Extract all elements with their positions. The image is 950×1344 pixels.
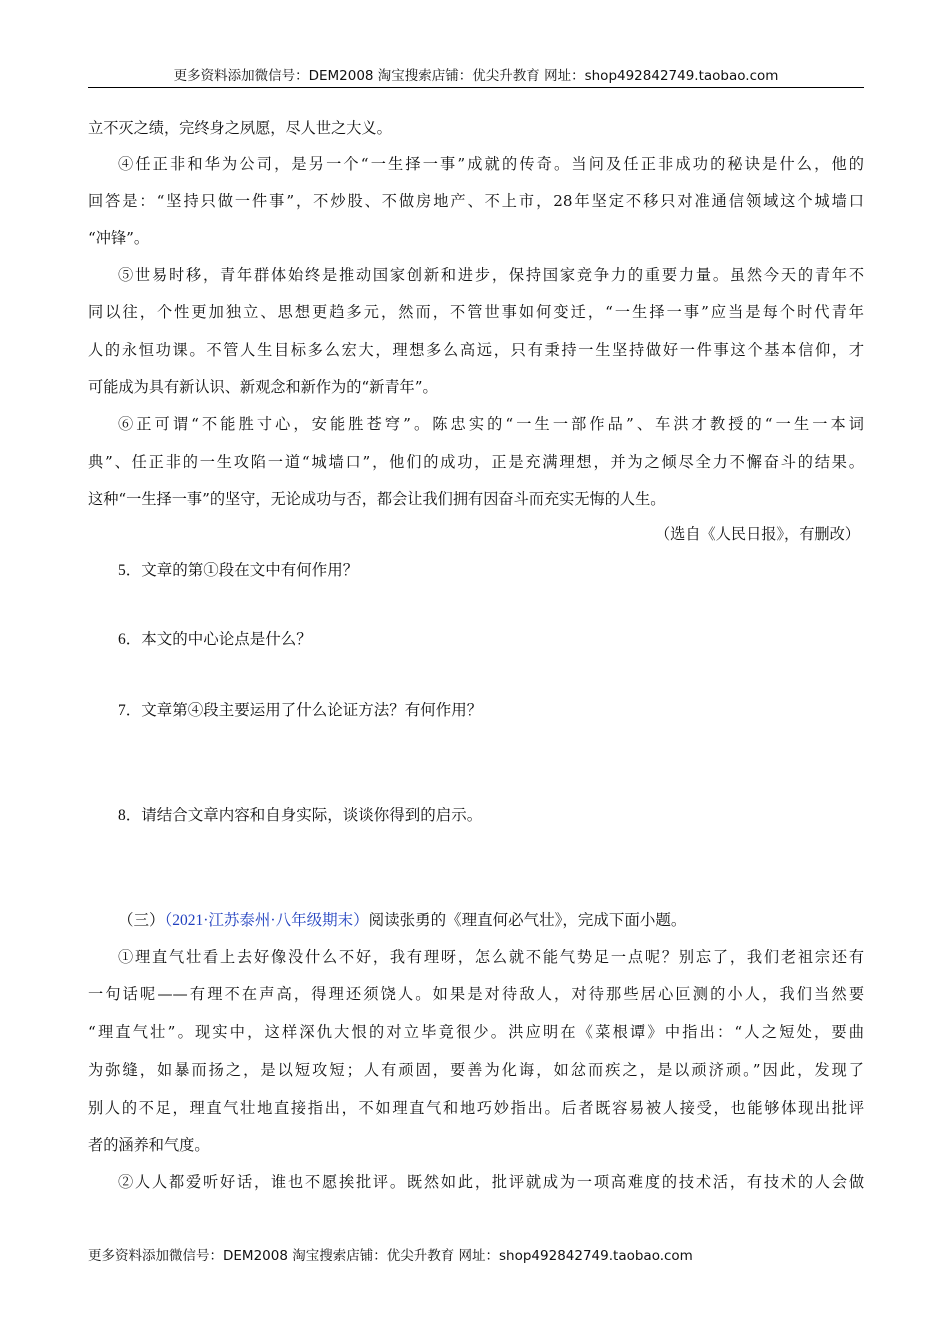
paragraph-4-line: “冲锋”。: [88, 229, 150, 247]
paragraph-5-line: 人的永恒功课。不管人生目标多么宏大，理想多么高远，只有秉持一生坚持做好一件事这个基本信仰，才: [88, 341, 864, 359]
question-6: 6．本文的中心论点是什么？: [118, 631, 312, 648]
section-3-paragraph-1-line: 者的涵养和气度。: [88, 1136, 210, 1154]
article-line: 立不灭之绩，完终身之夙愿，尽人世之大义。: [88, 119, 392, 137]
section-3-source-tag: （2021·江苏泰州·八年级期末）: [164, 912, 369, 929]
section-3-prefix: （三）: [118, 912, 165, 929]
section-3-instruction: 阅读张勇的《理直何必气壮》，完成下面小题。: [368, 912, 687, 929]
paragraph-5-line: 可能成为具有新认识、新观念和新作为的“新青年”。: [88, 378, 438, 396]
paragraph-5-line: 同以往，个性更加独立、思想更趋多元，然而，不管世事如何变迁，“一生择一事”应当是每个时代青年: [88, 303, 864, 321]
section-3-heading: [118, 910, 864, 932]
question-7: 7．文章第④段主要运用了什么论证方法？有何作用？: [118, 702, 483, 719]
section-3-paragraph-1-line: ①理直气壮看上去好像没什么不好，我有理呀，怎么就不能气势足一点呢？别忘了，我们老祖宗还有: [118, 948, 864, 966]
paragraph-6-line: 这种“一生择一事”的坚守，无论成功与否，都会让我们拥有因奋斗而充实无悔的人生。: [88, 490, 666, 508]
paragraph-6-line: ⑥正可谓“不能胜寸心，安能胜苍穹”。陈忠实的“一生一部作品”、车洪才教授的“一生一本词: [118, 415, 864, 433]
section-3-paragraph-1-line: 一句话呢——有理不在声高，得理还须饶人。如果是对待敌人，对待那些居心叵测的小人，我们当然要: [88, 985, 864, 1003]
paragraph-6-line: 典”、任正非的一生攻陷一道“城墙口”，他们的成功，正是充满理想，并为之倾尽全力不懈奋斗的结果。: [88, 453, 864, 471]
article-source: （选自《人民日报》，有删改）: [654, 525, 860, 543]
section-3-paragraph-2-line: ②人人都爱听好话，谁也不愿挨批评。既然如此，批评就成为一项高难度的技术活，有技术的人会做: [118, 1173, 864, 1191]
paragraph-4-line: 回答是：“坚持只做一件事”，不炒股、不做房地产、不上市，28年坚定不移只对准通信领域这个城墙口: [88, 192, 864, 210]
page-header: 更多资料添加微信号：DEM2008 淘宝搜索店铺：优尖升教育 网址：shop492842749.taobao.com: [173, 68, 779, 84]
paragraph-4-line: ④任正非和华为公司，是另一个“一生择一事”成就的传奇。当问及任正非成功的秘诀是什么，他的: [118, 155, 864, 173]
section-3-paragraph-1-line: “理直气壮”。现实中，这样深仇大恨的对立毕竟很少。洪应明在《菜根谭》中指出：“人之短处，要曲: [88, 1023, 864, 1041]
header-divider: [88, 87, 864, 88]
paragraph-5-line: ⑤世易时移，青年群体始终是推动国家创新和进步，保持国家竞争力的重要力量。虽然今天的青年不: [118, 266, 864, 284]
page-footer: 更多资料添加微信号：DEM2008 淘宝搜索店铺：优尖升教育 网址：shop492842749.taobao.com: [88, 1248, 693, 1264]
section-3-paragraph-1-line: 为弥缝，如暴而扬之，是以短攻短；人有顽固，要善为化诲，如忿而疾之，是以顽济顽。”因此，发现了: [88, 1061, 864, 1079]
section-3-paragraph-1-line: 别人的不足，理直气壮地直接指出，不如理直气和地巧妙指出。后者既容易被人接受，也能够体现出批评: [88, 1099, 864, 1117]
question-5: 5．文章的第①段在文中有何作用？: [118, 562, 359, 579]
question-8: 8．请结合文章内容和自身实际，谈谈你得到的启示。: [118, 807, 483, 824]
